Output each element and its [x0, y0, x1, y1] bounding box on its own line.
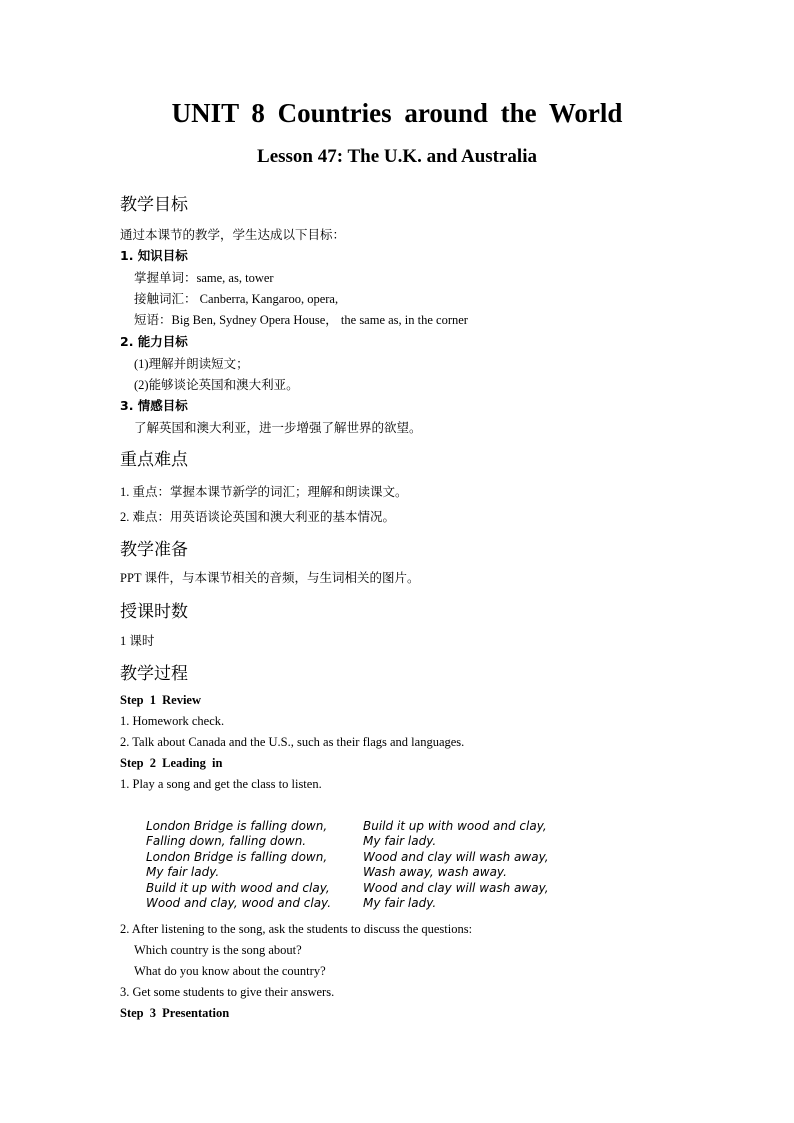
lyric-line: Wood and clay, wood and clay. — [146, 896, 332, 911]
periods-text: 1 课时 — [120, 634, 155, 648]
lyric-line: My fair lady. — [363, 834, 437, 849]
lyric-line: Build it up with wood and clay, — [146, 880, 330, 895]
step1-item: 2. Talk about Canada and the U.S., such as their flags and languages. — [120, 735, 465, 749]
step2-heading: Step 2 Leading in — [120, 756, 223, 770]
lyric-line: London Bridge is falling down, — [146, 849, 328, 864]
key-points-heading: 重点难点 — [120, 450, 188, 470]
vocab-contact: 接触词汇： Canberra, Kangaroo, opera, — [134, 292, 339, 306]
lyric-line: Build it up with wood and clay, — [363, 819, 547, 833]
lyric-line: Wood and clay will wash away, — [363, 880, 549, 895]
step1-item: 1. Homework check. — [120, 714, 225, 728]
objectives-intro: 通过本课节的教学，学生达成以下目标： — [120, 227, 346, 242]
vocab-master: 掌握单词：same, as, tower — [134, 271, 274, 285]
step2-item: 1. Play a song and get the class to listen. — [120, 777, 322, 791]
objectives-heading: 教学目标 — [120, 195, 188, 215]
lyric-line: Wood and clay will wash away, — [363, 849, 549, 864]
step2-question: What do you know about the country? — [134, 964, 326, 978]
ability-item: (1)理解并朗读短文； — [134, 357, 249, 371]
unit-title: UNIT 8 Countries around the World — [171, 98, 623, 128]
step1-heading: Step 1 Review — [120, 693, 201, 707]
process-heading: 教学过程 — [120, 664, 188, 684]
step2-item: 3. Get some students to give their answers. — [120, 985, 335, 999]
emotion-heading: 3. 情感目标 — [120, 398, 188, 413]
song-lyrics-right — [363, 819, 549, 911]
lyric-line: My fair lady. — [363, 896, 437, 911]
knowledge-heading: 1. 知识目标 — [120, 248, 188, 263]
ability-heading: 2. 能力目标 — [120, 334, 188, 349]
preparation-heading: 教学准备 — [120, 540, 188, 560]
lesson-title: Lesson 47: The U.K. and Australia — [257, 146, 537, 167]
song-lyrics-left — [146, 819, 331, 911]
lyric-line: Wash away, wash away. — [363, 865, 507, 880]
step2-item: 2. After listening to the song, ask the students to discuss the questions: — [120, 922, 473, 936]
key-point-item: 1. 重点：掌握本课节新学的词汇；理解和朗读课文。 — [120, 485, 408, 499]
preparation-text: PPT 课件，与本课节相关的音频，与生词相关的图片。 — [120, 571, 420, 585]
lyric-line: London Bridge is falling down, — [146, 819, 328, 833]
phrases: 短语：Big Ben, Sydney Opera House， the same as, in the corner — [134, 313, 468, 327]
ability-item: (2)能够谈论英国和澳大利亚。 — [134, 378, 299, 392]
lyric-line: Falling down, falling down. — [146, 834, 307, 849]
emotion-text: 了解英国和澳大利亚，进一步增强了解世界的欲望。 — [134, 421, 422, 435]
lyric-line: My fair lady. — [146, 865, 220, 880]
periods-heading: 授课时数 — [120, 602, 188, 622]
step2-question: Which country is the song about? — [134, 943, 302, 957]
step3-heading: Step 3 Presentation — [120, 1006, 230, 1020]
key-point-item: 2. 难点：用英语谈论英国和澳大利亚的基本情况。 — [120, 510, 396, 524]
